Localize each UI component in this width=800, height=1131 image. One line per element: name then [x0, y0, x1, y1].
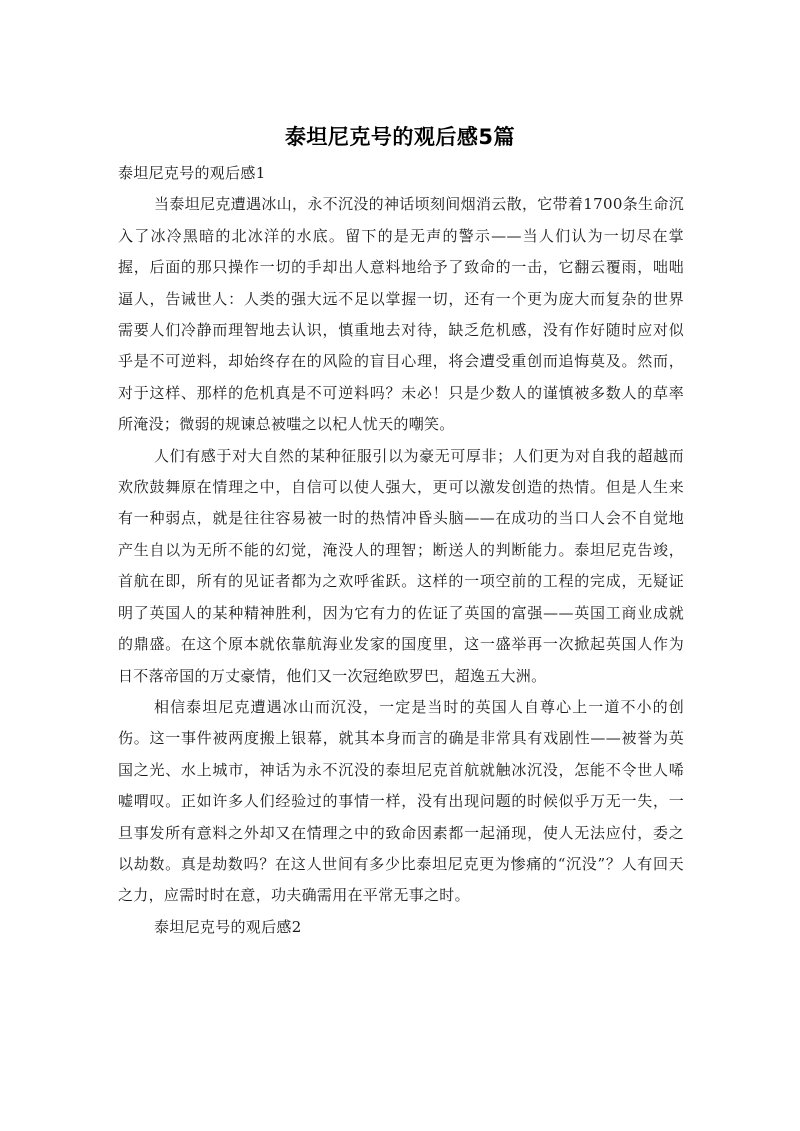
section-heading-2: 泰坦尼克号的观后感2	[154, 917, 302, 936]
document-title: 泰坦尼克号的观后感5篇	[284, 125, 516, 149]
paragraph-2: 人们有感于对大自然的某种征服引以为豪无可厚非；人们更为对自我的超越而欢欣鼓舞原在情理之中，自信可以使人强大，更可以激发创造的热情。但是人生来有一种弱点，就是往往容易被一时的热情冲昏头脑——在成功的当口人会不自觉地产生自以为无所不能的幻觉，淹没人的理智；断送人的判断能力。泰坦尼克告竣，首航在即，所有的见证者都为之欢呼雀跃。这样的一项空前的工程的完成，无疑证明了英国人的某种精神胜利，因为它有力的佐证了英国的富强——英国工商业成就的鼎盛。在这个原本就依靠航海业发家的国度里，这一盛举再一次掀起英国人作为日不落帝国的万丈豪情，他们又一次冠绝欧罗巴，超逸五大洲。	[118, 446, 684, 685]
paragraph-3: 相信泰坦尼克遭遇冰山而沉没，一定是当时的英国人自尊心上一道不小的创伤。这一事件被两度搬上银幕，就其本身而言的确是非常具有戏剧性——被誉为英国之光、水上城市，神话为永不沉没的泰坦尼克首航就触冰沉没，怎能不令世人唏嘘喟叹。正如许多人们经验过的事情一样，没有出现问题的时候似乎万无一失，一旦事发所有意料之外却又在情理之中的致命因素都一起涌现，使人无法应付，委之以劫数。真是劫数吗？在这人世间有多少比泰坦尼克更为惨痛的“沉没”？人有回天之力，应需时时在意，功夫确需用在平常无事之时。	[118, 697, 684, 905]
document-body	[118, 158, 684, 943]
paragraph-1: 当泰坦尼克遭遇冰山，永不沉没的神话顷刻间烟消云散，它带着1700条生命沉入了冰冷黑暗的北冰洋的水底。留下的是无声的警示——当人们认为一切尽在掌握，后面的那只操作一切的手却出人意料地给予了致命的一击，它翻云覆雨，咄咄逼人，告诫世人：人类的强大远不足以掌握一切，还有一个更为庞大而复杂的世界需要人们冷静而理智地去认识，慎重地去对待，缺乏危机感，没有作好随时应对似乎是不可逆料，却始终存在的风险的盲目心理，将会遭受重创而追悔莫及。然而，对于这样、那样的危机真是不可逆料吗？未必！只是少数人的谨慎被多数人的草率所淹没；微弱的规谏总被嗤之以杞人忧天的嘲笑。	[118, 195, 684, 434]
section-heading-1: 泰坦尼克号的观后感1	[118, 164, 266, 182]
